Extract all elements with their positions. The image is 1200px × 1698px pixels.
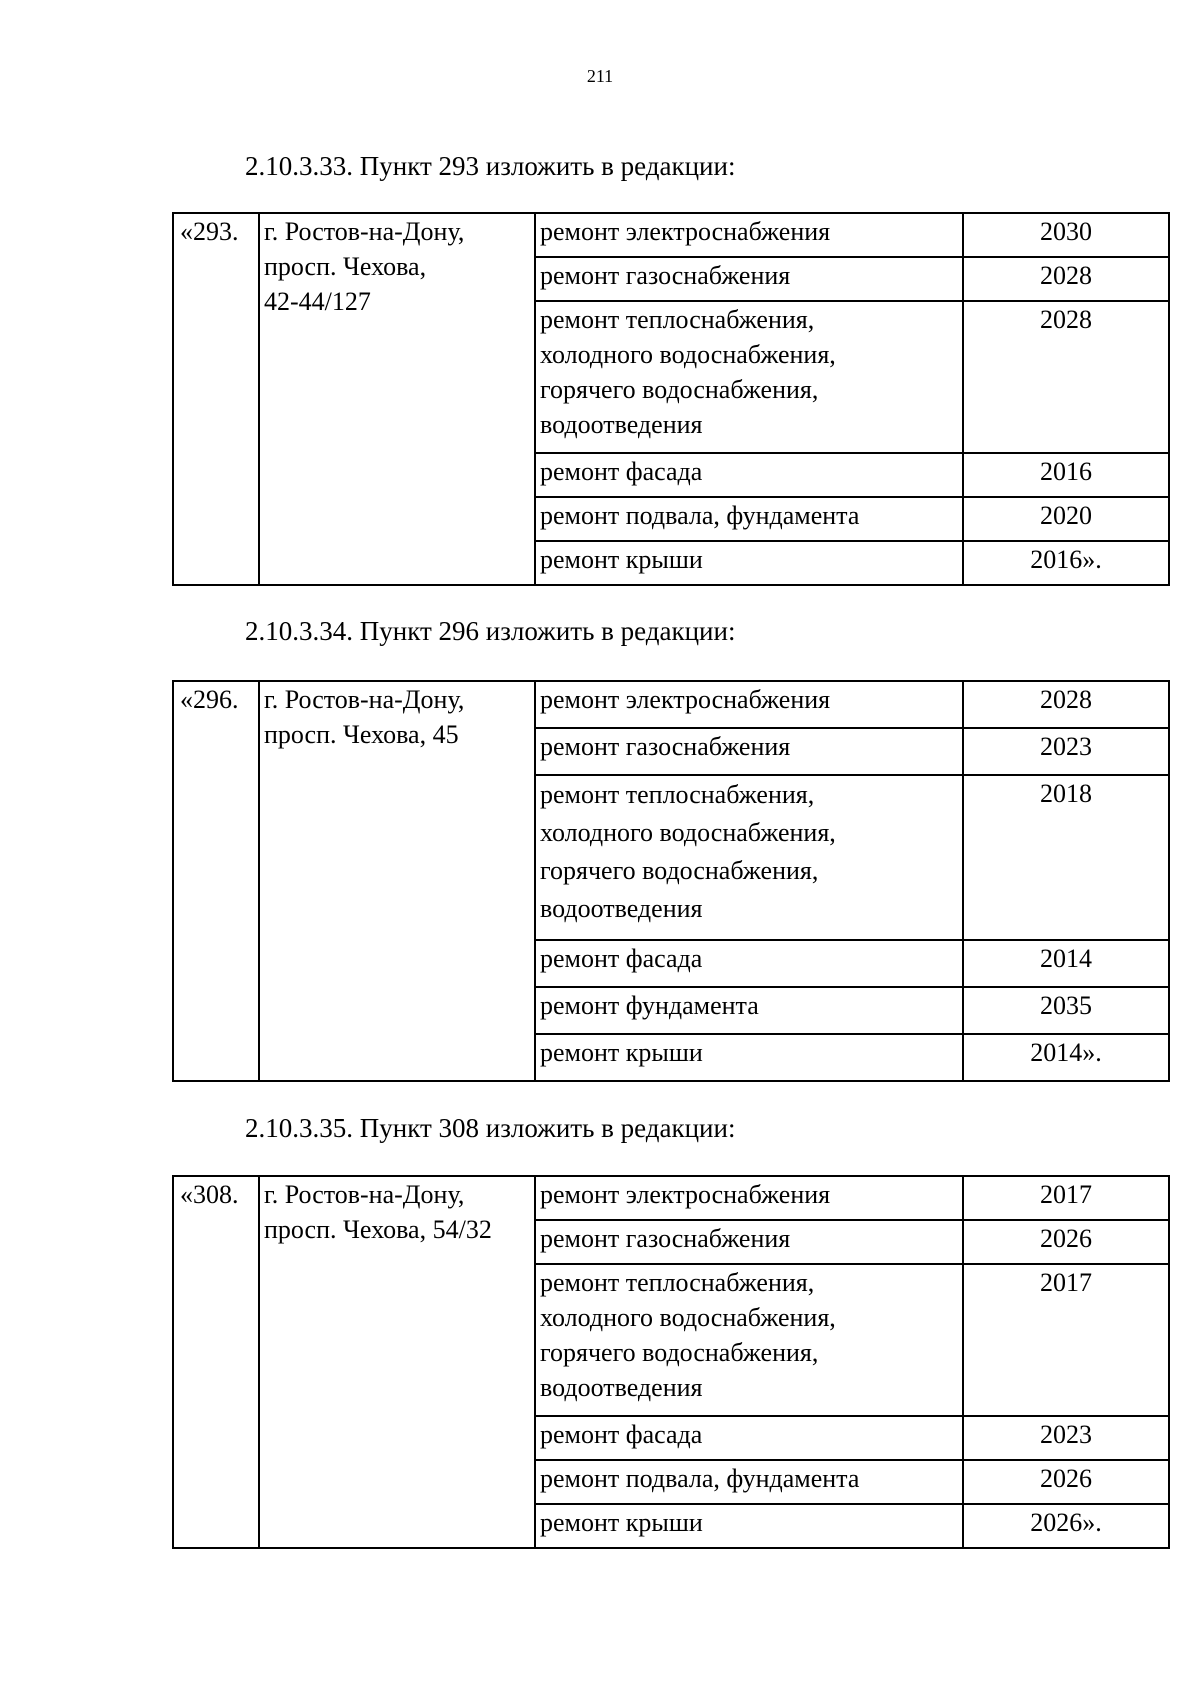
year-cell <box>963 1416 1169 1460</box>
year-value: 2028 <box>1040 261 1092 290</box>
work-line: холодного водоснабжения, <box>540 1303 836 1332</box>
address-line: г. Ростов-на-Дону, <box>264 1180 465 1209</box>
work-line: ремонт газоснабжения <box>540 1224 791 1253</box>
year-cell <box>963 1176 1169 1220</box>
work-line: водоотведения <box>540 410 703 439</box>
year-cell <box>963 301 1169 453</box>
year-cell <box>963 1504 1169 1548</box>
year-value: 2016». <box>1030 545 1102 574</box>
work-line: ремонт фасада <box>540 1420 703 1449</box>
work-cell <box>535 1176 963 1220</box>
work-line: водоотведения <box>540 1373 703 1402</box>
table-row <box>173 1176 1169 1220</box>
work-line: ремонт теплоснабжения, <box>540 1268 815 1297</box>
work-line: ремонт газоснабжения <box>540 732 791 761</box>
work-cell <box>535 940 963 987</box>
amendment-table <box>172 212 1170 586</box>
year-cell <box>963 257 1169 301</box>
year-cell <box>963 453 1169 497</box>
year-value: 2018 <box>1040 779 1092 808</box>
year-cell <box>963 1264 1169 1416</box>
year-cell <box>963 775 1169 940</box>
year-value: 2026 <box>1040 1464 1092 1493</box>
section-heading: 2.10.3.34. Пункт 296 изложить в редакции: <box>245 616 736 646</box>
work-line: ремонт газоснабжения <box>540 261 791 290</box>
item-number: «293. <box>173 213 259 585</box>
work-cell <box>535 775 963 940</box>
address-line: г. Ростов-на-Дону, <box>264 685 465 714</box>
year-value: 2035 <box>1040 991 1092 1020</box>
work-line: ремонт подвала, фундамента <box>540 501 860 530</box>
address-line: просп. Чехова, 45 <box>264 720 459 749</box>
amendment-table <box>172 1175 1170 1549</box>
work-line: ремонт теплоснабжения, <box>540 305 815 334</box>
year-cell <box>963 1460 1169 1504</box>
year-cell <box>963 987 1169 1034</box>
page-number: 211 <box>586 66 614 86</box>
address-cell <box>259 1176 535 1548</box>
work-cell <box>535 1264 963 1416</box>
item-number: «308. <box>173 1176 259 1548</box>
work-cell <box>535 987 963 1034</box>
work-line: горячего водоснабжения, <box>540 375 819 404</box>
address-line: г. Ростов-на-Дону, <box>264 217 465 246</box>
year-cell <box>963 1034 1169 1081</box>
year-cell <box>963 728 1169 775</box>
year-value: 2028 <box>1040 685 1092 714</box>
section-heading: 2.10.3.35. Пункт 308 изложить в редакции: <box>245 1113 736 1143</box>
work-cell <box>535 257 963 301</box>
work-cell <box>535 453 963 497</box>
year-value: 2014». <box>1030 1038 1102 1067</box>
address-line: 42-44/127 <box>264 287 371 316</box>
work-line: ремонт крыши <box>540 1038 703 1067</box>
year-value: 2017 <box>1040 1180 1092 1209</box>
work-cell <box>535 1034 963 1081</box>
amendment-table <box>172 680 1170 1082</box>
table-row <box>173 681 1169 728</box>
year-cell <box>963 940 1169 987</box>
year-value: 2026». <box>1030 1508 1102 1537</box>
year-value: 2030 <box>1040 217 1092 246</box>
work-cell <box>535 497 963 541</box>
work-line: ремонт фасада <box>540 457 703 486</box>
year-value: 2023 <box>1040 1420 1092 1449</box>
year-value: 2016 <box>1040 457 1092 486</box>
year-cell <box>963 1220 1169 1264</box>
work-line: холодного водоснабжения, <box>540 340 836 369</box>
work-cell <box>535 1460 963 1504</box>
work-cell <box>535 1504 963 1548</box>
year-cell <box>963 213 1169 257</box>
year-value: 2020 <box>1040 501 1092 530</box>
address-line: просп. Чехова, <box>264 252 427 281</box>
work-cell <box>535 1220 963 1264</box>
year-cell <box>963 541 1169 585</box>
work-line: ремонт крыши <box>540 545 703 574</box>
year-value: 2014 <box>1040 944 1092 973</box>
section-heading: 2.10.3.33. Пункт 293 изложить в редакции: <box>245 151 736 181</box>
year-cell <box>963 681 1169 728</box>
address-cell <box>259 681 535 1081</box>
work-cell <box>535 541 963 585</box>
year-value: 2023 <box>1040 732 1092 761</box>
work-line: ремонт подвала, фундамента <box>540 1464 860 1493</box>
work-line: ремонт фасада <box>540 944 703 973</box>
work-line: ремонт электроснабжения <box>540 217 831 246</box>
work-cell <box>535 301 963 453</box>
work-cell <box>535 213 963 257</box>
work-line: ремонт электроснабжения <box>540 1180 831 1209</box>
table-row <box>173 213 1169 257</box>
work-cell <box>535 728 963 775</box>
work-cell <box>535 1416 963 1460</box>
work-line: ремонт крыши <box>540 1508 703 1537</box>
work-line: ремонт теплоснабжения, <box>540 780 815 809</box>
address-cell <box>259 213 535 585</box>
year-value: 2017 <box>1040 1268 1092 1297</box>
work-line: ремонт фундамента <box>540 991 759 1020</box>
year-value: 2026 <box>1040 1224 1092 1253</box>
work-line: горячего водоснабжения, <box>540 856 819 885</box>
item-number: «296. <box>173 681 259 1081</box>
work-line: холодного водоснабжения, <box>540 818 836 847</box>
year-value: 2028 <box>1040 305 1092 334</box>
work-line: ремонт электроснабжения <box>540 685 831 714</box>
work-line: водоотведения <box>540 894 703 923</box>
work-cell <box>535 681 963 728</box>
address-line: просп. Чехова, 54/32 <box>264 1215 492 1244</box>
year-cell <box>963 497 1169 541</box>
work-line: горячего водоснабжения, <box>540 1338 819 1367</box>
